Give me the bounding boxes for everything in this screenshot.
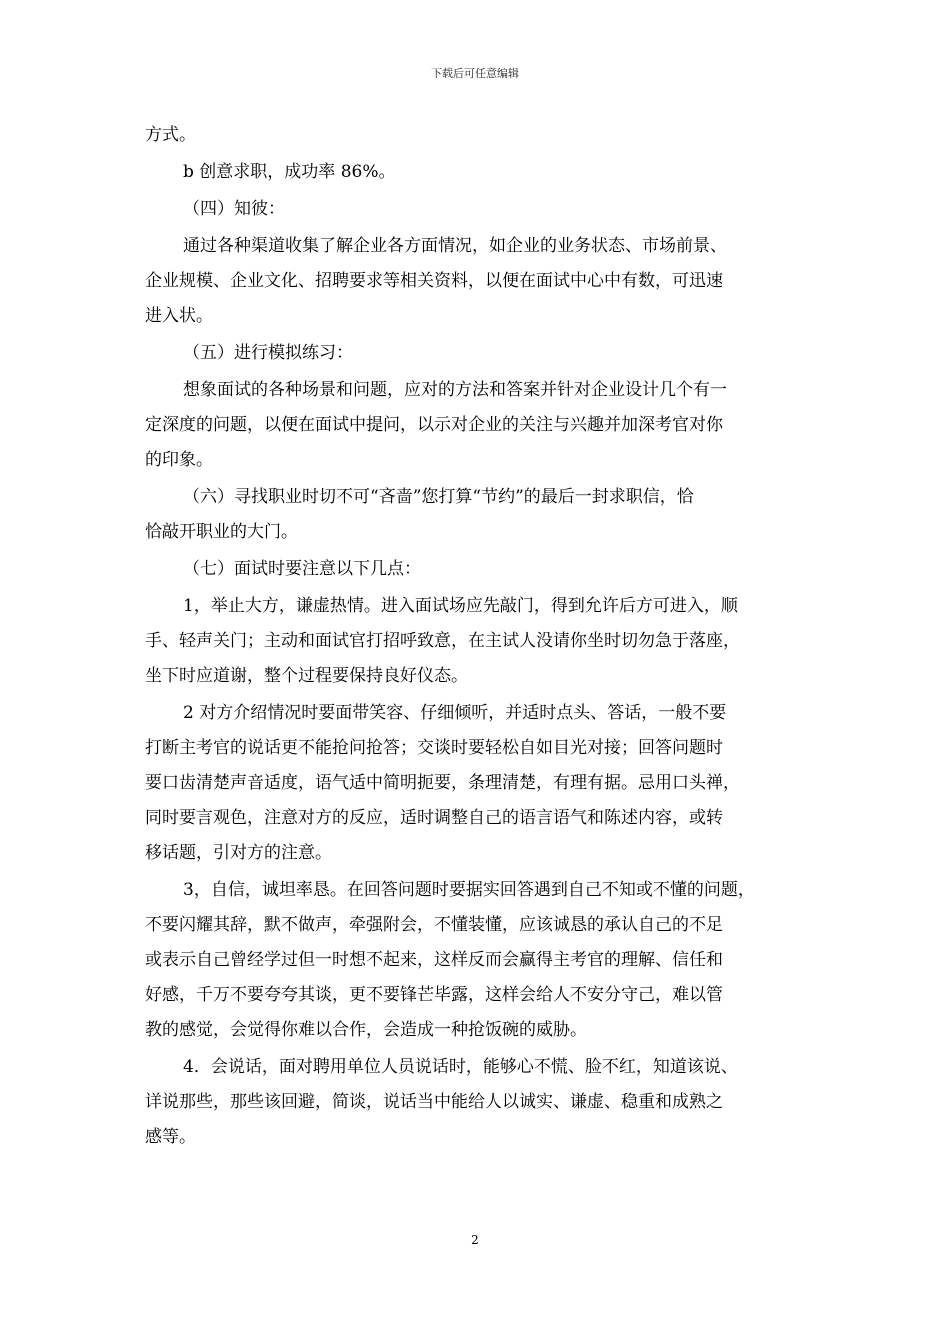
text-line: 企业规模、企业文化、招聘要求等相关资料，以便在面试中心中有数，可迅速 (145, 271, 723, 291)
text-line: 不要闪耀其辞，默不做声，牵强附会，不懂装懂，应该诚恳的承认自己的不足 (145, 915, 723, 935)
text-line: 坐下时应道谢，整个过程要保持良好仪态。 (145, 666, 468, 686)
text-line: 定深度的问题，以便在面试中提问，以示对企业的关注与兴趣并加深考官对你 (145, 415, 723, 435)
text-line: 想象面试的各种场景和问题，应对的方法和答案并针对企业设计几个有一 (183, 380, 727, 400)
text-line: 教的感觉，会觉得你难以合作，会造成一种抢饭碗的威胁。 (145, 1020, 587, 1040)
text-line: 2 对方介绍情况时要面带笑容、仔细倾听，并适时点头、答话，一般不要 (183, 703, 727, 723)
page-number: 2 (471, 1233, 479, 1247)
text-line: 恰敲开职业的大门。 (145, 522, 298, 542)
text-line: 要口齿清楚声音适度，语气适中简明扼要，条理清楚，有理有据。忌用口头禅， (145, 773, 740, 793)
text-line: 3，自信，诚坦率恳。在回答问题时要据实回答遇到自己不知或不懂的问题， (183, 880, 755, 900)
text-line: 感等。 (145, 1127, 196, 1147)
text-line: （五）进行模拟练习： (183, 343, 353, 363)
text-line: 详说那些，那些该回避，简谈，说话当中能给人以诚实、谦虚、稳重和成熟之 (145, 1092, 723, 1112)
document-body (145, 118, 810, 1155)
text-line: 好感，千万不要夸夸其谈，更不要锋芒毕露，这样会给人不安分守己，难以管 (145, 985, 723, 1005)
text-line: 移话题，引对方的注意。 (145, 843, 332, 863)
text-line: （四）知彼： (183, 199, 285, 219)
text-line: 打断主考官的说话更不能抢问抢答；交谈时要轻松自如目光对接；回答问题时 (145, 738, 723, 758)
text-line: b 创意求职，成功率 86%。 (183, 162, 396, 182)
text-line: 1，举止大方，谦虚热情。进入面试场应先敲门，得到允许后方可进入，顺 (183, 596, 738, 616)
text-line: 或表示自己曾经学过但一时想不起来，这样反而会赢得主考官的理解、信任和 (145, 950, 723, 970)
text-line: 通过各种渠道收集了解企业各方面情况，如企业的业务状态、市场前景、 (183, 236, 727, 256)
text-line: 的印象。 (145, 450, 213, 470)
text-line: 同时要言观色，注意对方的反应，适时调整自己的语言语气和陈述内容，或转 (145, 808, 723, 828)
text-line: 4．会说话，面对聘用单位人员说话时，能够心不慌、脸不红，知道该说、 (183, 1057, 738, 1077)
text-line: 进入状。 (145, 306, 213, 326)
page-header: 下载后可任意编辑 (431, 67, 519, 80)
text-line: （七）面试时要注意以下几点： (183, 559, 421, 579)
text-line: 手、轻声关门；主动和面试官打招呼致意，在主试人没请你坐时切勿急于落座， (145, 631, 740, 651)
text-line: 方式。 (145, 125, 196, 145)
text-line: （六）寻找职业时切不可“吝啬”您打算“节约”的最后一封求职信，恰 (183, 487, 694, 507)
